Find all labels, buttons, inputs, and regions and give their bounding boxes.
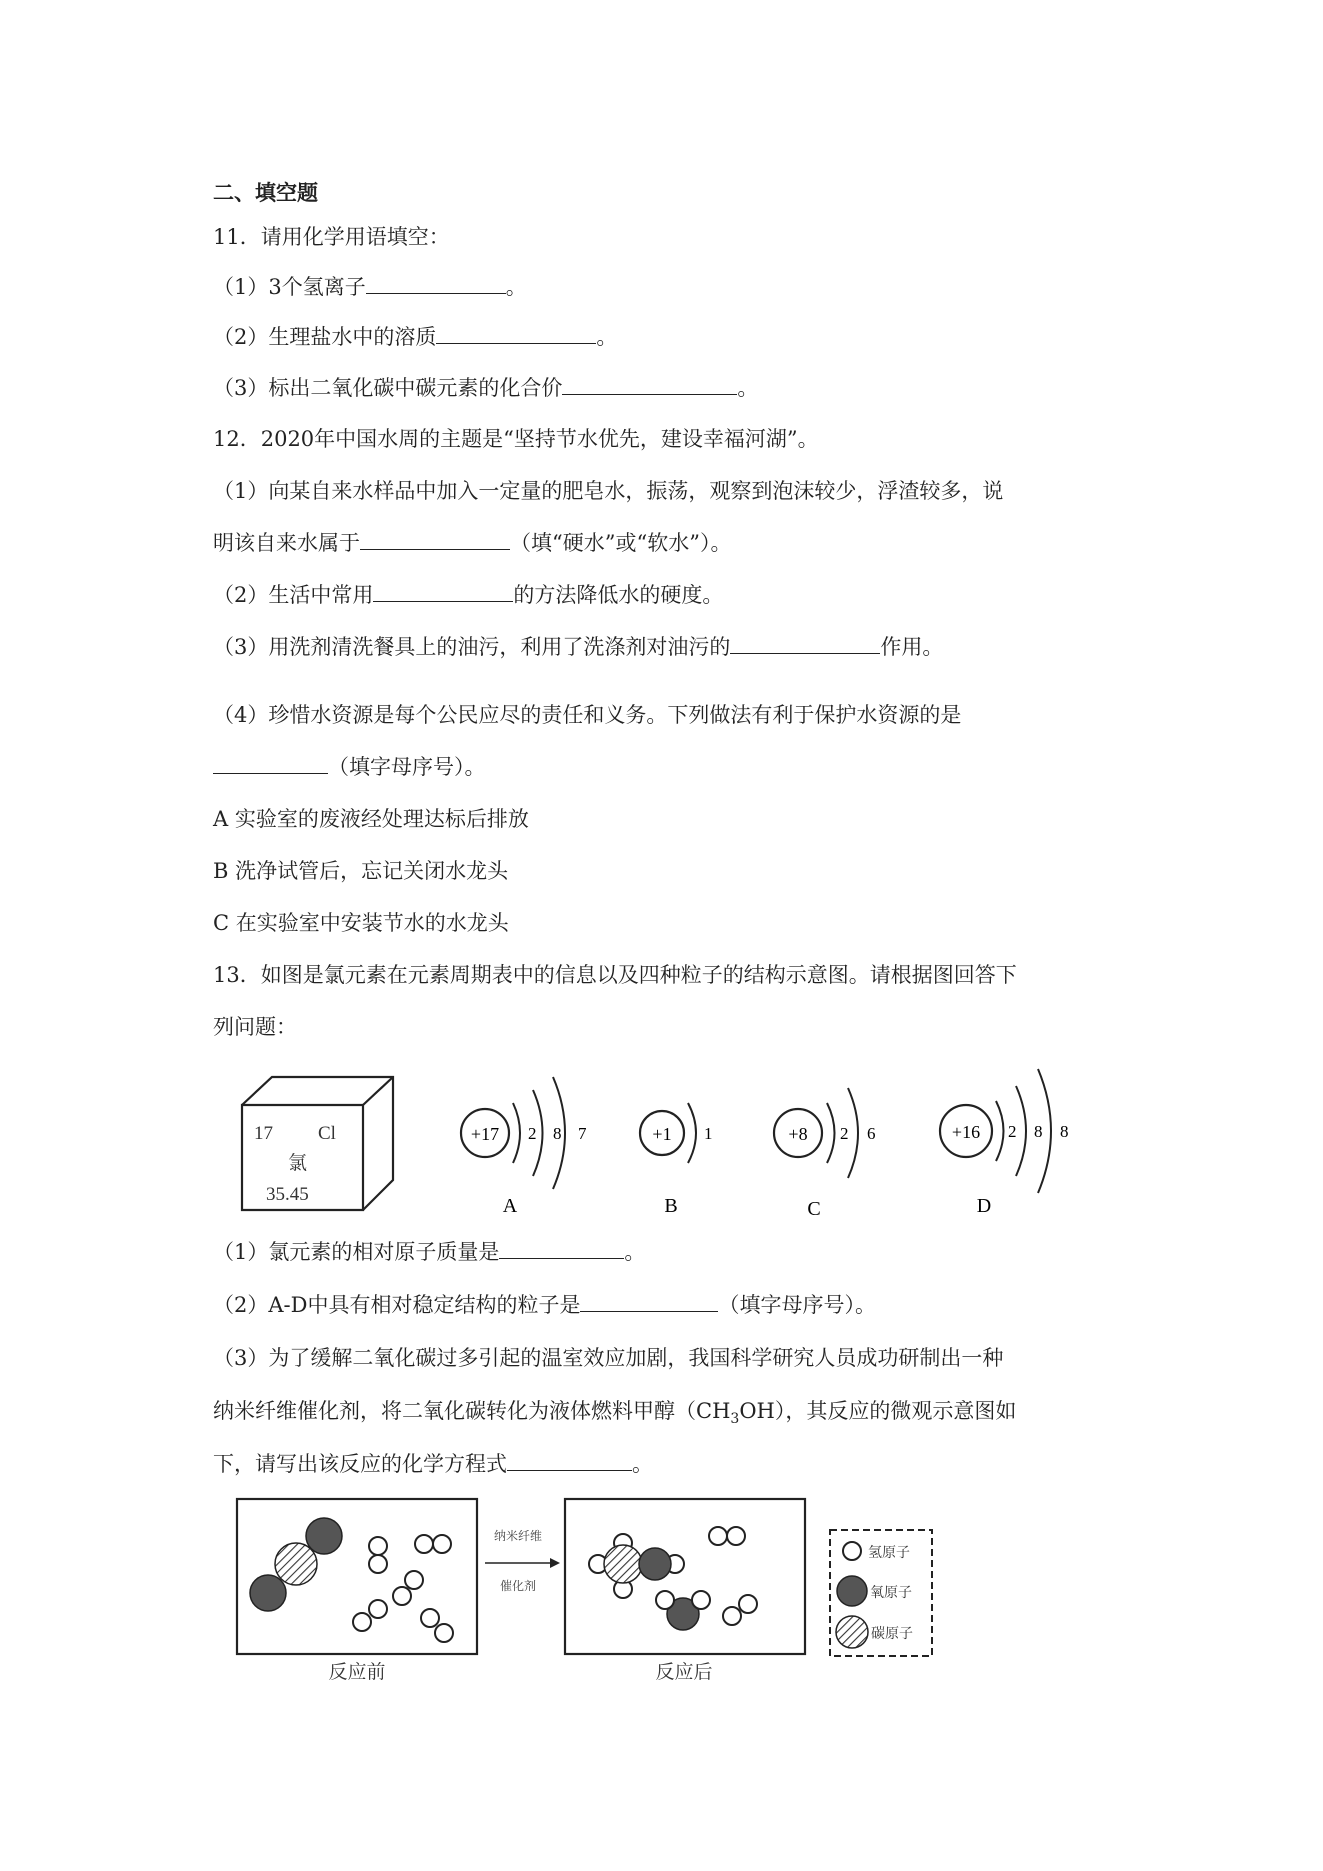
catalyst-top: 纳米纤维: [493, 1529, 543, 1543]
particle-d: [940, 1069, 1069, 1217]
nucleus-charge: +17: [470, 1124, 500, 1144]
element-symbol: Cl: [318, 1123, 336, 1144]
q13-part3-line2: 纳米纤维催化剂，将二氧化碳转化为液体燃料甲醇$(CH_3OH)$，其反应的微观示意图如: [213, 1399, 1017, 1428]
shell-electrons: 8: [553, 1124, 562, 1143]
answer-blank[interactable]: [507, 1450, 632, 1471]
shell-electrons: 6: [867, 1124, 876, 1143]
shell-electrons: 2: [1008, 1122, 1017, 1141]
oxygen-atom: [250, 1575, 286, 1611]
hydrogen-molecules: [353, 1535, 453, 1642]
answer-blank[interactable]: [360, 529, 510, 550]
hydrogen-legend-icon: [843, 1542, 861, 1560]
q11-part1: （1）3个氢离子 。: [213, 275, 527, 299]
hydrogen-molecules: [709, 1527, 757, 1625]
answer-blank[interactable]: [373, 581, 513, 602]
shell-electrons: 2: [528, 1124, 537, 1143]
nucleus-charge: +8: [788, 1124, 808, 1144]
q11-part3: （3）标出二氧化碳中碳元素的化合价 。: [213, 376, 759, 400]
answer-blank[interactable]: [436, 323, 596, 344]
answer-blank[interactable]: [499, 1238, 624, 1259]
section-title: 二、填空题: [213, 181, 318, 205]
q13-stem-line1: 13．如图是氯元素在元素周期表中的信息以及四种粒子的结构示意图。请根据图回答下: [213, 963, 1017, 987]
answer-blank[interactable]: [730, 633, 880, 654]
q13-part2: （2）A-D中具有相对稳定结构的粒子是 （填字母序号）。: [213, 1293, 876, 1317]
particle-label: D: [976, 1195, 992, 1217]
particle-c: [774, 1088, 876, 1220]
after-box: [565, 1499, 805, 1654]
q11-part2: （2）生理盐水中的溶质 。: [213, 325, 618, 349]
q11-stem: 11．请用化学用语填空：: [213, 225, 450, 249]
particle-label: C: [807, 1198, 821, 1220]
carbon-atom: [275, 1543, 317, 1585]
oxygen-atom: [639, 1548, 671, 1580]
nucleus-charge: +16: [951, 1122, 981, 1142]
particle-label: A: [502, 1195, 518, 1217]
atomic-number: 17: [254, 1123, 273, 1144]
legend-label: 碳原子: [871, 1627, 913, 1642]
before-label: 反应前: [328, 1662, 386, 1683]
q12-part1-line1: （1）向某自来水样品中加入一定量的肥皂水，振荡，观察到泡沫较少，浮渣较多，说: [213, 479, 1004, 503]
shell-electrons: 8: [1060, 1122, 1069, 1141]
q13-part1: （1）氯元素的相对原子质量是 。: [213, 1240, 646, 1264]
q12-option-b: B 洗净试管后，忘记关闭水龙头: [213, 859, 509, 883]
carbon-atom: [604, 1545, 642, 1583]
nucleus-charge: +1: [652, 1124, 672, 1144]
particle-a: [461, 1077, 587, 1217]
reaction-figure: [230, 1492, 950, 1692]
structure-figure: [230, 1055, 1110, 1225]
q13-part3-line1: （3）为了缓解二氧化碳过多引起的温室效应加剧，我国科学研究人员成功研制出一种: [213, 1346, 1004, 1370]
q13-part3-line3: 下，请写出该反应的化学方程式 。: [213, 1452, 653, 1476]
answer-blank[interactable]: [213, 753, 328, 774]
element-name: 氯: [288, 1153, 308, 1174]
shell-electrons: 7: [578, 1124, 587, 1143]
oxygen-legend-icon: [837, 1576, 867, 1606]
oxygen-atom: [306, 1518, 342, 1554]
catalyst-bottom: 催化剂: [499, 1579, 537, 1593]
carbon-legend-icon: [836, 1616, 868, 1648]
q12-stem: 12．2020年中国水周的主题是“坚持节水优先，建设幸福河湖”。: [213, 427, 819, 451]
q12-part3: （3）用洗剂清洗餐具上的油污，利用了洗涤剂对油污的 作用。: [213, 635, 944, 659]
q12-part4-line1: （4）珍惜水资源是每个公民应尽的责任和义务。下列做法有利于保护水资源的是: [213, 703, 962, 727]
q12-part4-line2: （填字母序号）。: [213, 752, 486, 782]
shell-electrons: 2: [840, 1124, 849, 1143]
q12-option-c: C 在实验室中安装节水的水龙头: [213, 911, 509, 935]
particle-label: B: [664, 1195, 678, 1217]
legend-label: 氢原子: [868, 1546, 910, 1561]
q12-option-a: A 实验室的废液经处理达标后排放: [213, 807, 529, 831]
q12-part1-line2: 明该自来水属于 （填“硬水”或“软水”）。: [213, 531, 732, 555]
answer-blank[interactable]: [366, 273, 506, 294]
after-label: 反应后: [655, 1662, 713, 1683]
shell-electrons: 1: [704, 1124, 713, 1143]
q12-part2: （2）生活中常用 的方法降低水的硬度。: [213, 583, 724, 607]
answer-blank[interactable]: [580, 1291, 718, 1312]
legend-label: 氧原子: [870, 1586, 912, 1601]
particle-b: [640, 1103, 713, 1217]
atomic-mass: 35.45: [266, 1184, 309, 1205]
answer-blank[interactable]: [562, 374, 737, 395]
q13-stem-line2: 列问题：: [213, 1015, 297, 1039]
shell-electrons: 8: [1034, 1122, 1043, 1141]
